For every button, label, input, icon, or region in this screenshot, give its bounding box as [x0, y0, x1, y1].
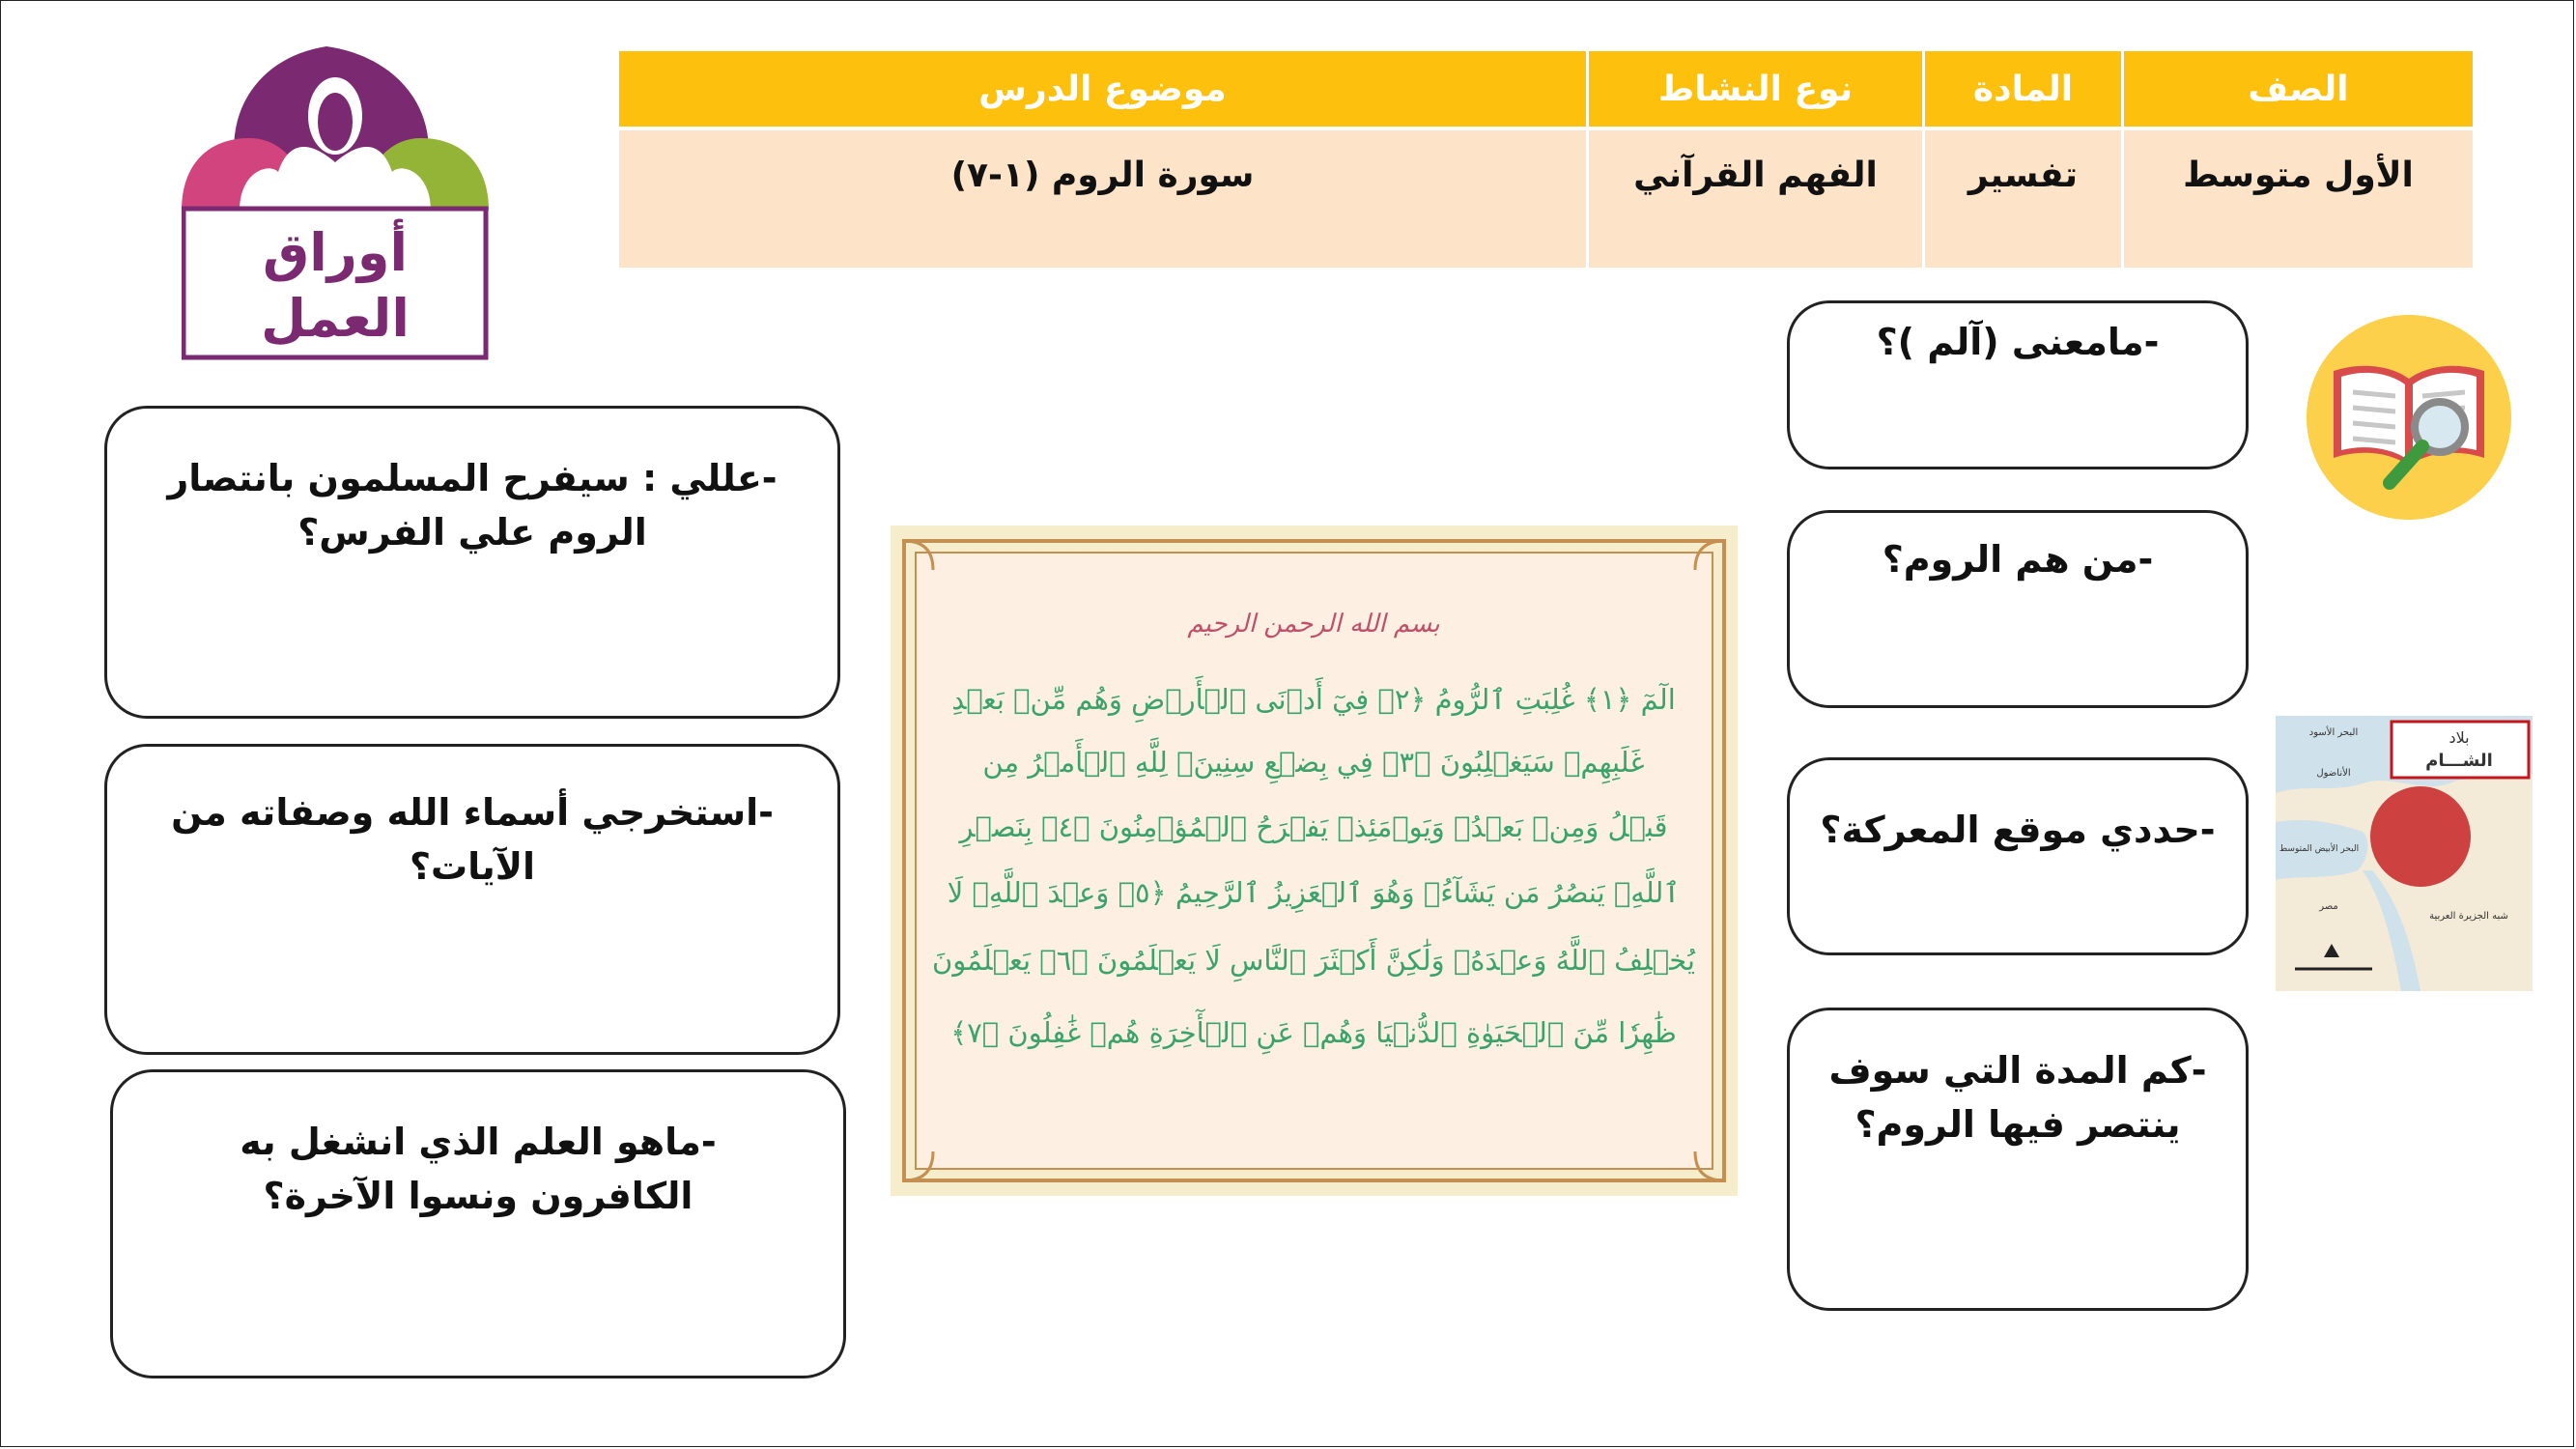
question-box-names-of-allah[interactable]	[104, 744, 840, 1055]
question-text: -حددي موقع المعركة؟	[1820, 809, 2216, 851]
header-activity-type: نوع النشاط	[1588, 51, 1924, 128]
header-grade: الصف	[2123, 51, 2475, 128]
question-text: -ماهو العلم الذي انشغل به الكافرون ونسوا الآخرة؟	[240, 1121, 717, 1217]
value-activity-type: الفهم القرآني	[1588, 128, 1924, 268]
map-label-anatolia: الأناضول	[2316, 768, 2351, 779]
map-label-mediterranean: البحر الأبيض المتوسط	[2279, 844, 2360, 854]
question-box-battle-location[interactable]	[1787, 757, 2249, 955]
question-box-who-are-romans[interactable]	[1787, 510, 2249, 708]
map-label-black-sea: البحر الأسود	[2308, 727, 2359, 738]
worksheets-logo	[182, 46, 489, 361]
question-box-knowledge-disbelievers[interactable]	[110, 1069, 846, 1378]
verse-line-2: غَلَبِهِمۡ سَيَغۡلِبُونَ ﴿٣﴾ فِي بِضۡعِ سِنِينَۗ لِلَّهِ ٱلۡأَمۡرُ مِن	[982, 746, 1645, 779]
value-grade: الأول متوسط	[2123, 128, 2475, 268]
question-text: -استخرجي أسماء الله وصفاته من الآيات؟	[171, 791, 774, 888]
question-text: -كم المدة التي سوف ينتصر فيها الروم؟	[1828, 1049, 2207, 1146]
verse-line-1: الٓمٓ ﴿١﴾ غُلِبَتِ ٱلرُّومُ ﴿٢﴾ فِيٓ أَدۡنَى ٱلۡأَرۡضِ وَهُم مِّنۢ بَعۡدِ	[951, 683, 1676, 716]
question-text: -مامعنى (آلم )؟	[1876, 321, 2160, 363]
question-box-muslims-rejoice[interactable]	[104, 406, 840, 719]
value-subject: تفسير	[1924, 128, 2123, 268]
value-lesson-topic: سورة الروم (١-٧)	[618, 128, 1588, 268]
question-box-alif-lam-meem[interactable]	[1787, 300, 2249, 469]
map-title-line1: بلاد	[2449, 728, 2470, 747]
question-box-victory-duration[interactable]	[1787, 1008, 2249, 1311]
header-lesson-topic: موضوع الدرس	[618, 51, 1588, 128]
lesson-info-table	[616, 51, 2476, 268]
header-subject: المادة	[1924, 51, 2123, 128]
verse-line-6: ظَٰهِرٗا مِّنَ ٱلۡحَيَوٰةِ ٱلدُّنۡيَا وَهُمۡ عَنِ ٱلۡأٓخِرَةِ هُمۡ غَٰفِلُونَ ﴿٧﴾	[950, 1016, 1677, 1049]
map-title-line2: الشـــام	[2425, 751, 2493, 771]
logo-text-line1: أوراق	[263, 222, 408, 283]
verse-line-4: ٱللَّهِۚ يَنصُرُ مَن يَشَآءُۖ وَهُوَ ٱلۡعَزِيزُ ٱلرَّحِيمُ ﴿٥﴾ وَعۡدَ ٱللَّهِۖ لَا	[947, 876, 1681, 909]
question-text: -عللي : سيفرح المسلمون بانتصار الروم علي الفرس؟	[167, 457, 778, 554]
quran-verses-panel	[891, 526, 1738, 1196]
verse-line-5: يُخۡلِفُ ٱللَّهُ وَعۡدَهُۥ وَلَٰكِنَّ أَكۡثَرَ ٱلنَّاسِ لَا يَعۡلَمُونَ ﴿٦﴾ يَعۡلَمُونَ	[931, 944, 1696, 977]
basmala-text: بسم الله الرحمن الرحيم	[1187, 610, 1440, 639]
book-magnifier-icon	[2305, 313, 2513, 522]
verse-line-3: قَبۡلُ وَمِنۢ بَعۡدُۚ وَيَوۡمَئِذٖ يَفۡرَحُ ٱلۡمُؤۡمِنُونَ ﴿٤﴾ بِنَصۡرِ	[959, 810, 1668, 843]
map-label-arabia: شبه الجزيرة العربية	[2429, 911, 2508, 922]
levant-map	[2276, 716, 2533, 991]
logo-text-line2: العمل	[261, 288, 410, 349]
quran-verses-graphic	[891, 526, 1738, 1196]
map-label-egypt: مصر	[2319, 901, 2338, 912]
question-text: -من هم الروم؟	[1882, 538, 2154, 581]
